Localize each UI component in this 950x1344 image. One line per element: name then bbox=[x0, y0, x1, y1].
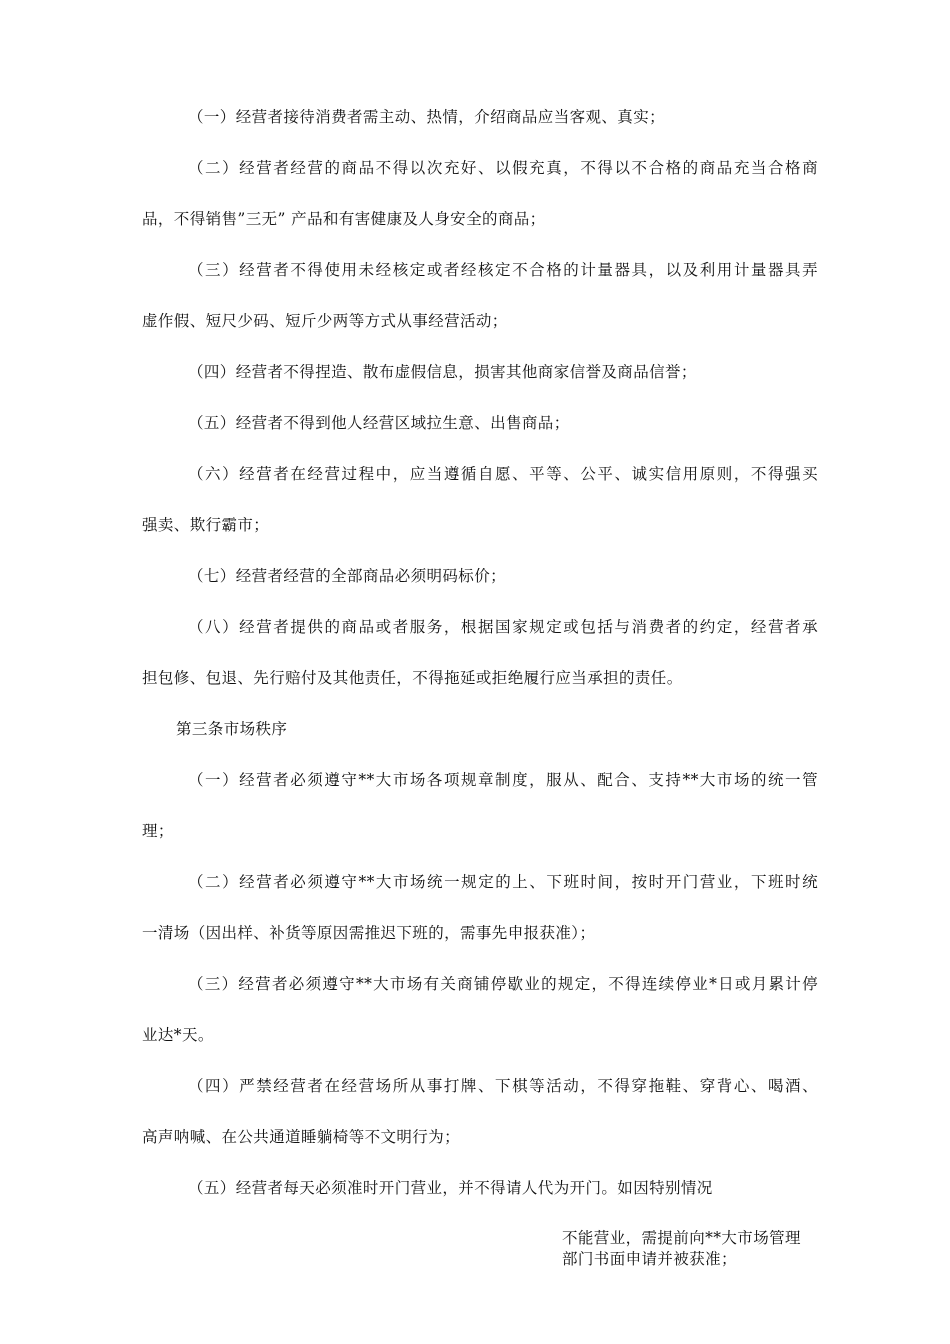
clause-4-line-1: （四）经营者不得捏造、散布虚假信息，损害其他商家信誉及商品信誉； bbox=[188, 363, 697, 381]
order-clause-1-line-1: （一）经营者必须遵守**大市场各项规章制度，服从、配合、支持**大市场的统一管 bbox=[188, 771, 818, 789]
clause-8-line-1: （八）经营者提供的商品或者服务，根据国家规定或包括与消费者的约定，经营者承 bbox=[188, 618, 818, 636]
order-clause-5-line-1: （五）经营者每天必须准时开门营业，并不得请人代为开门。如因特别情况 bbox=[188, 1179, 713, 1197]
tail-line-1: 不能营业，需提前向**大市场管理 bbox=[562, 1229, 801, 1247]
order-clause-4-line-1: （四）严禁经营者在经营场所从事打牌、下棋等活动，不得穿拖鞋、穿背心、喝酒、 bbox=[188, 1077, 818, 1095]
order-clause-1-line-2: 理； bbox=[142, 822, 174, 840]
clause-3-line-2: 虚作假、短尺少码、短斤少两等方式从事经营活动； bbox=[142, 312, 508, 330]
clause-1-line-1: （一）经营者接待消费者需主动、热情，介绍商品应当客观、真实； bbox=[188, 108, 666, 126]
clause-3-line-1: （三）经营者不得使用未经核定或者经核定不合格的计量器具，以及利用计量器具弄 bbox=[188, 261, 818, 279]
section-heading: 第三条市场秩序 bbox=[176, 720, 288, 738]
order-clause-4-line-2: 高声呐喊、在公共通道睡躺椅等不文明行为； bbox=[142, 1128, 461, 1146]
clause-6-line-2: 强卖、欺行霸市； bbox=[142, 516, 270, 534]
order-clause-3-line-2: 业达*天。 bbox=[142, 1026, 214, 1044]
clause-2-line-1: （二）经营者经营的商品不得以次充好、以假充真，不得以不合格的商品充当合格商 bbox=[188, 159, 818, 177]
order-clause-2-line-1: （二）经营者必须遵守**大市场统一规定的上、下班时间，按时开门营业，下班时统 bbox=[188, 873, 818, 891]
clause-8-line-2: 担包修、包退、先行赔付及其他责任，不得拖延或拒绝履行应当承担的责任。 bbox=[142, 669, 683, 687]
clause-5-line-1: （五）经营者不得到他人经营区域拉生意、出售商品； bbox=[188, 414, 570, 432]
order-clause-2-line-2: 一清场（因出样、补货等原因需推迟下班的，需事先申报获准）； bbox=[142, 924, 596, 942]
clause-7-line-1: （七）经营者经营的全部商品必须明码标价； bbox=[188, 567, 507, 585]
clause-6-line-1: （六）经营者在经营过程中，应当遵循自愿、平等、公平、诚实信用原则，不得强买 bbox=[188, 465, 818, 483]
order-clause-3-line-1: （三）经营者必须遵守**大市场有关商铺停歇业的规定，不得连续停业*日或月累计停 bbox=[188, 975, 818, 993]
tail-line-2: 部门书面申请并被获准； bbox=[562, 1250, 737, 1268]
clause-2-line-2: 品，不得销售”三无” 产品和有害健康及人身安全的商品； bbox=[142, 210, 546, 228]
